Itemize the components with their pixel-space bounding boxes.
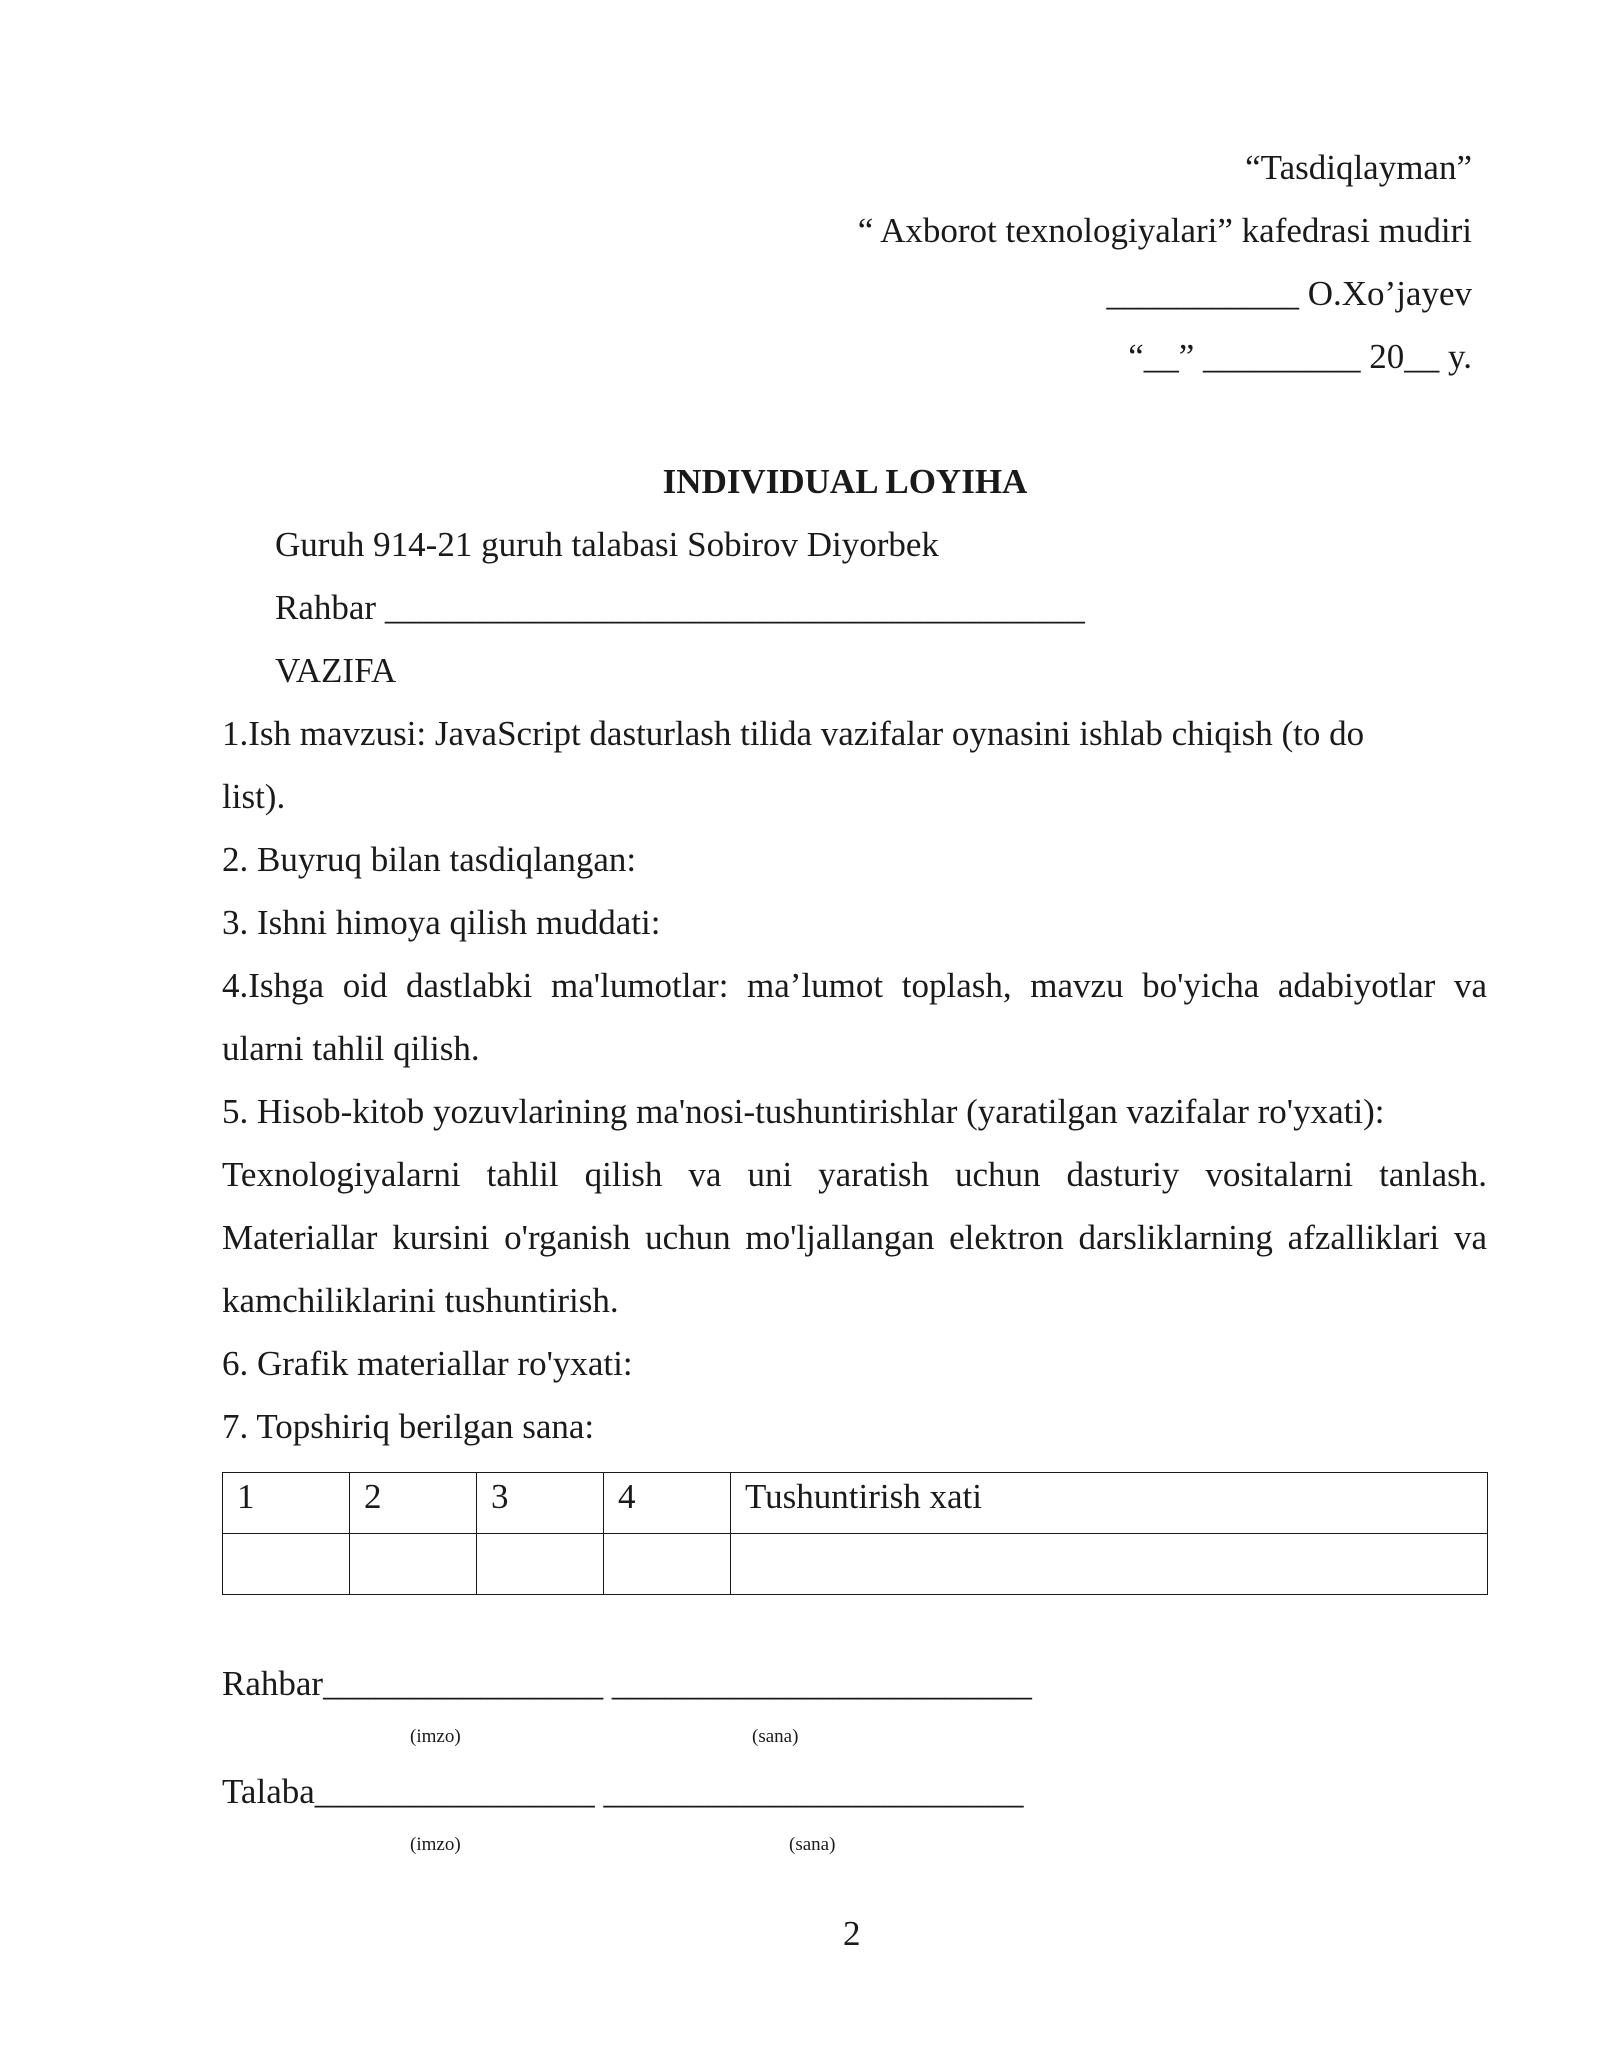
- table-header-cell: 4: [604, 1473, 731, 1534]
- table-cell: [477, 1534, 604, 1595]
- item-7: 7. Topshiriq berilgan sana:: [222, 1407, 595, 1446]
- table-header-cell: 3: [477, 1473, 604, 1534]
- talaba-signature-line: Talaba________________ ________________________: [222, 1772, 1024, 1811]
- task-items: [222, 702, 1487, 1458]
- rahbar-sana-label: (sana): [752, 1726, 799, 1747]
- task-heading: VAZIFA: [275, 651, 397, 690]
- item-2: 2. Buyruq bilan tasdiqlangan:: [222, 840, 637, 879]
- table-cell: [731, 1534, 1488, 1595]
- talaba-imzo-label: (imzo): [410, 1834, 461, 1855]
- table-header-cell: Tushuntirish xati: [731, 1473, 1488, 1534]
- table-cell: [350, 1534, 477, 1595]
- item-1-line-2: list).: [222, 777, 286, 816]
- item-6: 6. Grafik materiallar ro'yxati:: [222, 1344, 633, 1383]
- page-number: 2: [843, 1914, 861, 1953]
- item-4-line-1: 4.Ishga oid dastlabki ma'lumotlar: ma’lumot toplash, mavzu bo'yicha adabiyotlar va: [222, 966, 1487, 1005]
- approval-line-3: ___________ O.Xo’jayev: [1106, 274, 1472, 313]
- table-row: [223, 1534, 1488, 1595]
- group-line: Guruh 914-21 guruh talabasi Sobirov Diyorbek: [275, 525, 939, 564]
- table-header-cell: 1: [223, 1473, 350, 1534]
- table-cell: [223, 1534, 350, 1595]
- item-5-line-2: Texnologiyalarni tahlil qilish va uni yaratish uchun dasturiy vositalarni tanlash.: [222, 1155, 1487, 1194]
- rahbar-imzo-label: (imzo): [410, 1726, 461, 1747]
- rahbar-signature-line: Rahbar________________ ________________________: [222, 1664, 1032, 1703]
- item-3: 3. Ishni himoya qilish muddati:: [222, 903, 661, 942]
- item-4-line-2: ularni tahlil qilish.: [222, 1029, 480, 1068]
- item-1-line-1: 1.Ish mavzusi: JavaScript dasturlash tilida vazifalar oynasini ishlab chiqish (to do: [222, 714, 1365, 753]
- table-header-cell: 2: [350, 1473, 477, 1534]
- talaba-sana-label: (sana): [789, 1834, 836, 1855]
- table-header-row: [223, 1473, 1488, 1534]
- approval-line-1: “Tasdiqlayman”: [1245, 148, 1472, 187]
- item-5-line-4: kamchiliklarini tushuntirish.: [222, 1281, 619, 1320]
- document-title: INDIVIDUAL LOYIHA: [662, 462, 1028, 501]
- item-5-line-1: 5. Hisob-kitob yozuvlarining ma'nosi-tushuntirishlar (yaratilgan vazifalar ro'yxati):: [222, 1092, 1385, 1131]
- approval-line-4: “__” _________ 20__ y.: [1128, 337, 1472, 376]
- item-5-line-3: Materiallar kursini o'rganish uchun mo'ljallangan elektron darsliklarning afzalliklari va: [222, 1218, 1487, 1257]
- table-cell: [604, 1534, 731, 1595]
- task-table: [222, 1472, 1488, 1595]
- supervisor-line: Rahbar ________________________________________: [275, 588, 1085, 627]
- approval-line-2: “ Axborot texnologiyalari” kafedrasi mudiri: [857, 211, 1472, 250]
